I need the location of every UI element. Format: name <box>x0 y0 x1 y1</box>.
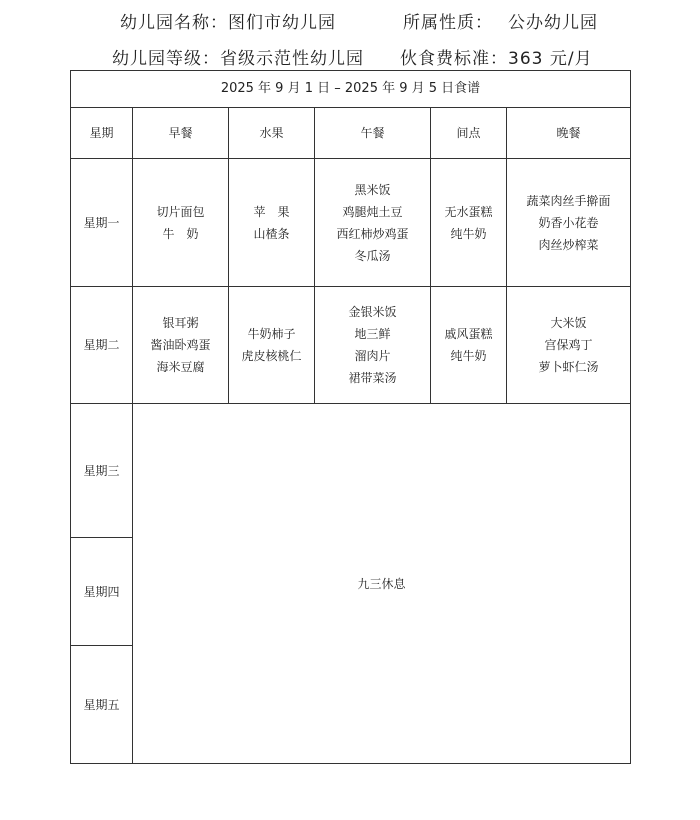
menu-item: 溜肉片 <box>354 349 391 363</box>
nature-label: 所属性质： <box>403 13 493 33</box>
table-title-row <box>71 71 631 108</box>
nature-value: 公办幼儿园 <box>508 13 598 33</box>
lunch-cell <box>315 159 431 287</box>
snack-cell <box>431 287 507 404</box>
menu-item: 裙带菜汤 <box>348 371 397 385</box>
menu-item: 牛 奶 <box>162 226 199 241</box>
menu-item: 奶香小花卷 <box>538 215 599 230</box>
header-line-1 <box>0 8 700 32</box>
meal-fee-standard: 伙食费标准：363 元/月 <box>400 49 593 69</box>
menu-item: 萝卜虾仁汤 <box>538 360 599 374</box>
kindergarten-name: 幼儿园名称：图们市幼儿园 <box>120 13 336 33</box>
col-header-day: 星期 <box>71 108 133 159</box>
breakfast-cell <box>133 159 229 287</box>
breakfast-cell <box>133 287 229 404</box>
menu-item: 海米豆腐 <box>156 360 205 374</box>
menu-date-range-title: 2025 年 9 月 1 日 – 2025 年 9 月 5 日食谱 <box>71 71 631 108</box>
col-header-lunch: 午餐 <box>315 108 431 159</box>
day-cell: 星期五 <box>71 646 133 764</box>
menu-item: 牛奶柿子 <box>247 327 296 341</box>
kindergarten-grade: 幼儿园等级：省级示范性幼儿园 <box>112 49 364 69</box>
col-header-breakfast: 早餐 <box>133 108 229 159</box>
dinner-cell <box>507 159 631 287</box>
fruit-cell <box>229 159 315 287</box>
day-cell: 星期四 <box>71 538 133 646</box>
table-row <box>71 404 631 538</box>
menu-item: 鸡腿炖土豆 <box>342 204 403 219</box>
menu-item: 戚风蛋糕 <box>444 327 493 341</box>
menu-item: 银耳粥 <box>162 316 199 330</box>
menu-item: 肉丝炒榨菜 <box>538 237 599 252</box>
col-header-snack: 间点 <box>431 108 507 159</box>
menu-item: 切片面包 <box>156 204 205 219</box>
col-header-dinner: 晚餐 <box>507 108 631 159</box>
menu-item: 无水蛋糕 <box>444 204 493 219</box>
menu-item: 黑米饭 <box>354 182 391 197</box>
menu-item: 纯牛奶 <box>450 349 487 363</box>
header-line-2 <box>0 44 700 68</box>
menu-item: 宫保鸡丁 <box>544 338 593 352</box>
col-header-fruit: 水果 <box>229 108 315 159</box>
holiday-notice: 九三休息 <box>133 404 631 764</box>
day-cell: 星期一 <box>71 159 133 287</box>
day-cell: 星期三 <box>71 404 133 538</box>
menu-item: 冬瓜汤 <box>354 248 391 263</box>
day-cell: 星期二 <box>71 287 133 404</box>
fruit-cell <box>229 287 315 404</box>
weekly-menu-table <box>70 70 631 764</box>
dinner-cell <box>507 287 631 404</box>
table-row <box>71 287 631 404</box>
column-header-row <box>71 108 631 159</box>
menu-item: 地三鲜 <box>354 327 391 341</box>
snack-cell <box>431 159 507 287</box>
menu-item: 大米饭 <box>550 316 587 330</box>
menu-item: 纯牛奶 <box>450 226 487 241</box>
menu-item: 虎皮核桃仁 <box>241 349 302 363</box>
menu-item: 苹 果 <box>253 204 290 219</box>
menu-item: 蔬菜肉丝手擀面 <box>526 193 611 208</box>
menu-item: 西红柿炒鸡蛋 <box>336 226 409 241</box>
menu-item: 山楂条 <box>253 226 290 241</box>
menu-item: 酱油卧鸡蛋 <box>150 338 211 352</box>
table-row <box>71 159 631 287</box>
menu-item: 金银米饭 <box>348 305 397 319</box>
lunch-cell <box>315 287 431 404</box>
